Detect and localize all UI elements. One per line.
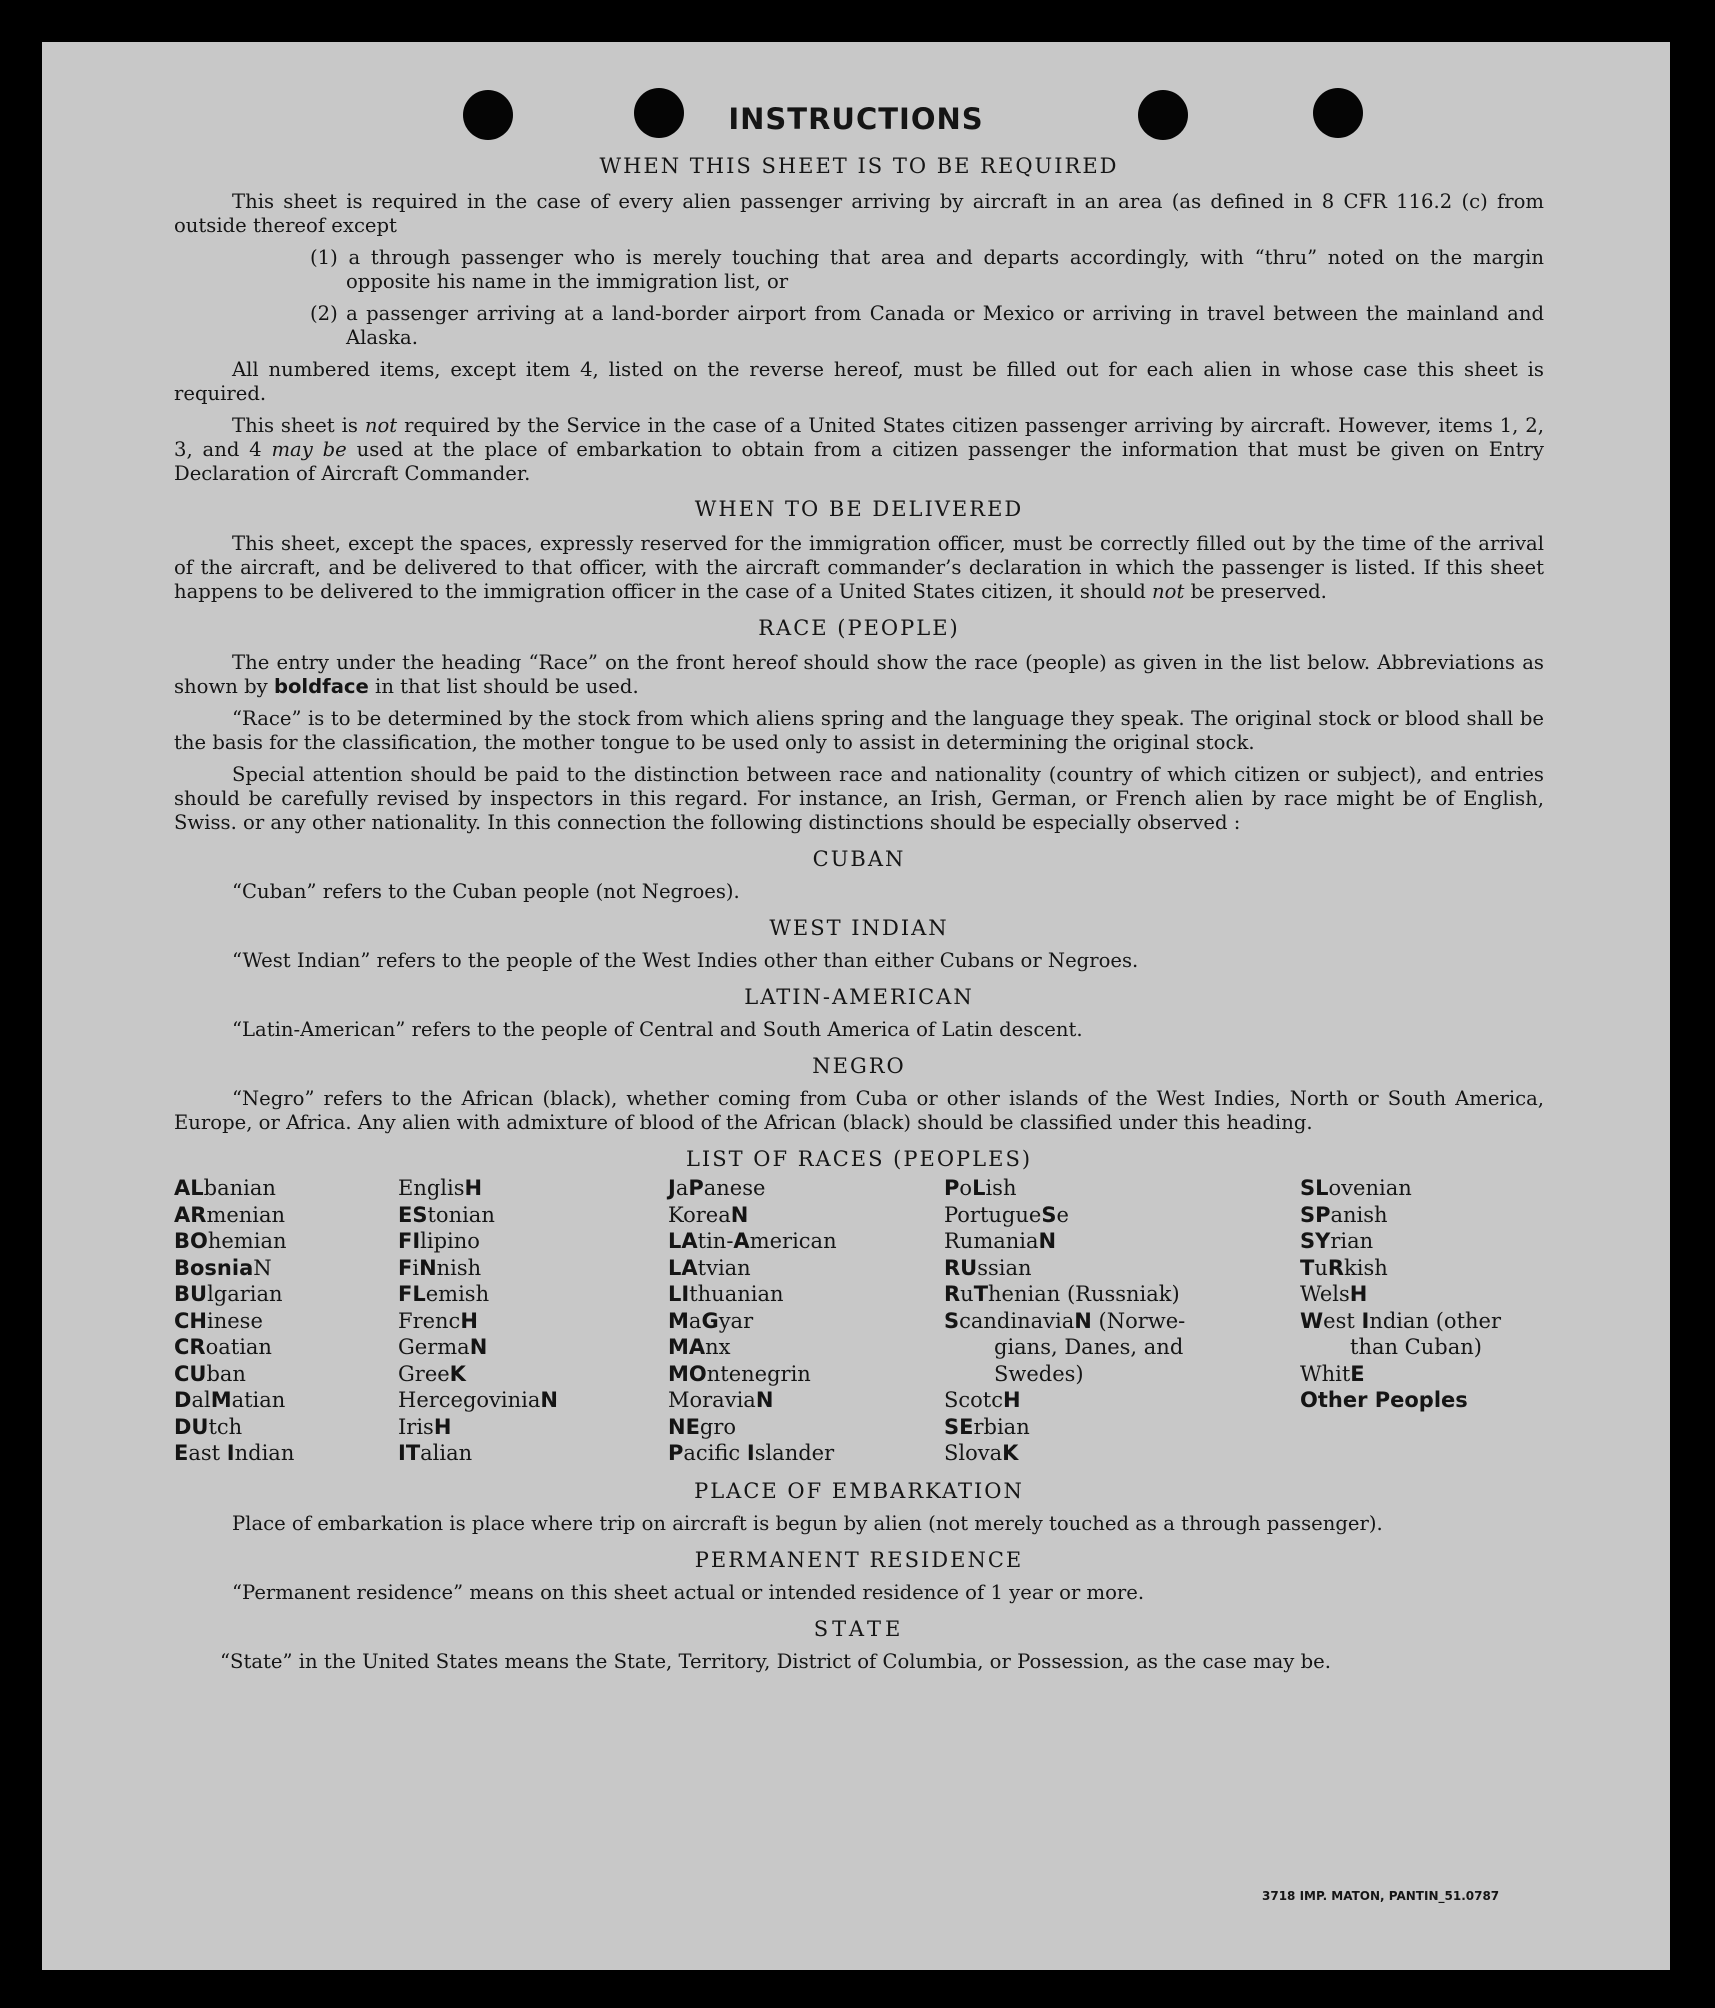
race-text: Frenc (398, 1308, 461, 1333)
race-abbrev: CH (174, 1308, 207, 1333)
race-abbrev: G (701, 1308, 719, 1333)
race-paragraph-1 (174, 651, 1544, 699)
race-entry (1300, 1228, 1544, 1255)
race-abbrev: R (1327, 1255, 1345, 1280)
race-abbrev: FL (398, 1282, 426, 1306)
race-abbrev: LI (668, 1282, 690, 1306)
race-entry (944, 1175, 1300, 1202)
race-entry (668, 1281, 944, 1308)
race-abbrev: LA (668, 1229, 698, 1253)
race-entry (944, 1440, 1300, 1467)
race-abbrev: H (433, 1414, 452, 1439)
race-abbrev: W (1300, 1308, 1324, 1333)
text-segment: required by the Service in the case of a United States citizen passenger arriving by aircraft. However, items 1, 2, 3, and 4 (174, 414, 1544, 461)
races-column-5 (1300, 1175, 1544, 1467)
race-entry (668, 1202, 944, 1229)
race-entry (668, 1228, 944, 1255)
cuban-text: “Cuban” refers to the Cuban people (not Negroes). (232, 880, 740, 903)
race-text: ndian (234, 1441, 295, 1465)
race-text: Portugue (944, 1202, 1042, 1227)
race-abbrev: SP (1300, 1202, 1331, 1227)
negro-text: “Negro” refers to the African (black), whether coming from Cuba or other islands of the West Indies, North or South America, Europe, or Africa. Any alien with admixture of blood of the African (black) should be classified under this heading. (174, 1087, 1544, 1134)
race-abbrev: NE (668, 1414, 700, 1439)
page-title: INSTRUCTIONS (728, 102, 984, 136)
race-text: oatian (205, 1335, 272, 1359)
race-abbrev: D (174, 1388, 192, 1412)
race-text: rian (1330, 1229, 1374, 1253)
race-text: a (688, 1308, 702, 1333)
race-text: than Cuban) (1350, 1335, 1482, 1359)
race-entry (668, 1308, 944, 1335)
race-abbrev: H (460, 1308, 478, 1333)
race-abbrev: R (944, 1282, 961, 1306)
race-entry (398, 1228, 668, 1255)
race-text: (Norwe- (1091, 1308, 1186, 1333)
race-text: al (191, 1388, 211, 1412)
race-text: lipino (420, 1229, 480, 1253)
race-text: Wels (1300, 1282, 1350, 1306)
race-abbrev: P (688, 1176, 704, 1200)
required-item-2: (2) a passenger arriving at a land-border airport from Canada or Mexico or arriving in travel between the mainland and Alaska. (310, 302, 1544, 349)
residence-text: “Permanent residence” means on this sheet actual or intended residence of 1 year or more. (232, 1580, 1145, 1604)
races-column-4 (944, 1175, 1300, 1467)
race-entry (398, 1334, 668, 1361)
required-paragraph-3 (174, 414, 1544, 486)
race-entry (398, 1308, 668, 1335)
race-entry (174, 1361, 398, 1388)
race-entry (944, 1228, 1300, 1255)
race-entry (944, 1387, 1300, 1414)
race-abbrev: ES (398, 1202, 428, 1227)
heading-west-indian: WEST INDIAN (769, 916, 949, 940)
race-abbrev: LA (668, 1255, 698, 1280)
race-text: kish (1344, 1255, 1388, 1280)
race-text: tin- (697, 1229, 734, 1253)
race-entry (174, 1255, 398, 1282)
race-abbrev: N (469, 1335, 488, 1359)
race-abbrev: N (730, 1202, 749, 1227)
race-text: atian (231, 1388, 286, 1412)
race-text: Rumania (944, 1229, 1039, 1253)
race-text: thuanian (689, 1282, 784, 1306)
race-text: yar (718, 1308, 754, 1333)
race-abbrev: N (1074, 1308, 1092, 1333)
race-text: tvian (697, 1255, 751, 1280)
emphasis-may-be: may be (271, 438, 347, 461)
heading-negro: NEGRO (812, 1054, 906, 1078)
race-entry (944, 1308, 1300, 1335)
race-entry (668, 1255, 944, 1282)
race-entry (1300, 1361, 1544, 1388)
race-abbrev: MA (668, 1335, 706, 1359)
race-abbrev: K (449, 1361, 466, 1386)
race-abbrev: AR (174, 1202, 207, 1227)
race-abbrev: S (1041, 1202, 1057, 1227)
race-abbrev: H (1349, 1282, 1368, 1306)
required-paragraph-1: This sheet is required in the case of every alien passenger arriving by aircraft in an area (as defined in 8 CFR 116.2 (c) from outside thereof except (174, 190, 1544, 237)
race-text: hemian (207, 1229, 287, 1253)
race-abbrev: Bosnia (174, 1255, 254, 1280)
race-entry (398, 1255, 668, 1282)
race-text: Swedes) (994, 1361, 1084, 1386)
race-text: tch (208, 1414, 243, 1439)
race-entry (944, 1361, 1300, 1388)
race-abbrev: SL (1300, 1176, 1329, 1200)
race-abbrev: MO (668, 1361, 707, 1386)
race-abbrev: L (972, 1176, 986, 1200)
race-entry (398, 1414, 668, 1441)
latin-american-text: “Latin-American” refers to the people of Central and South America of Latin descent. (232, 1018, 1083, 1041)
races-list (174, 1175, 1544, 1467)
race-text: ovenian (1328, 1176, 1412, 1200)
race-text: gro (699, 1414, 737, 1439)
race-text: gians, Danes, and (994, 1335, 1184, 1359)
race-text: rbian (973, 1414, 1030, 1439)
heading-residence: PERMANENT RESIDENCE (694, 1547, 1024, 1572)
race-text: est (1323, 1308, 1362, 1333)
heading-list-of-races: LIST OF RACES (PEOPLES) (685, 1147, 1033, 1171)
race-text: candinavia (959, 1308, 1075, 1333)
race-text: Scotc (944, 1388, 1003, 1412)
race-text: ish (985, 1176, 1017, 1200)
race-text: nx (705, 1335, 731, 1359)
race-abbrev: RU (944, 1255, 978, 1280)
west-indian-text: “West Indian” refers to the people of the West Indies other than either Cubans or Negroes. (232, 949, 1139, 972)
heading-delivered: WHEN TO BE DELIVERED (694, 497, 1024, 521)
race-entry (174, 1440, 398, 1467)
race-text: ntenegrin (706, 1361, 811, 1386)
race-entry (668, 1334, 944, 1361)
race-entry (174, 1387, 398, 1414)
races-column-2 (398, 1175, 668, 1467)
race-entry (398, 1281, 668, 1308)
text-segment: be preserved. (1184, 580, 1327, 603)
race-text: Iris (398, 1414, 434, 1439)
race-text: merican (749, 1229, 837, 1253)
race-text: a (675, 1176, 689, 1200)
race-abbrev: P (668, 1441, 684, 1465)
text-segment: in that list should be used. (368, 675, 639, 698)
race-entry (174, 1175, 398, 1202)
race-text: i (412, 1255, 420, 1280)
race-entry (1300, 1387, 1544, 1414)
required-paragraph-2: All numbered items, except item 4, listed on the reverse hereof, must be filled out for each alien in whose case this sheet is required. (174, 358, 1544, 405)
race-entry (1300, 1281, 1544, 1308)
race-text: e (1056, 1202, 1069, 1227)
race-abbrev: SE (944, 1414, 974, 1439)
race-entry (398, 1387, 668, 1414)
text-segment: The entry under the heading “Race” on the front hereof should show the race (people) as given in the list below. Abbreviations as shown by (174, 651, 1544, 698)
race-text: ban (206, 1361, 246, 1386)
race-text: alian (420, 1441, 473, 1465)
race-text: banian (203, 1176, 276, 1200)
race-paragraph-2: “Race” is to be determined by the stock from which aliens spring and the language they speak. The original stock or blood shall be the basis for the classification, the mother tongue to be used only to assist in determining the original stock. (174, 707, 1544, 754)
race-entry (398, 1440, 668, 1467)
race-text: Hercegovinia (398, 1388, 541, 1412)
race-entry (944, 1281, 1300, 1308)
race-entry (1300, 1308, 1544, 1335)
race-entry (174, 1308, 398, 1335)
race-entry (944, 1414, 1300, 1441)
race-text: o (959, 1176, 973, 1200)
race-entry (174, 1281, 398, 1308)
race-text: lgarian (207, 1282, 283, 1306)
embarkation-text: Place of embarkation is place where trip on aircraft is begun by alien (not merely touched as a through passenger). (232, 1511, 1383, 1535)
race-entry (668, 1175, 944, 1202)
delivered-paragraph (174, 532, 1544, 604)
races-column-3 (668, 1175, 944, 1467)
race-entry (174, 1334, 398, 1361)
race-abbrev: H (464, 1176, 483, 1200)
race-entry (944, 1255, 1300, 1282)
race-paragraph-3: Special attention should be paid to the distinction between race and nationality (country of which citizen or subject), and entries should be carefully revised by inspectors in this regard. For instance, an Irish, German, or French alien by race might be of English, Swiss. or any other nationality. In this connection the following distinctions should be especially observed : (174, 763, 1544, 834)
race-entry (668, 1387, 944, 1414)
heading-cuban: CUBAN (812, 847, 906, 871)
race-abbrev: AL (174, 1176, 204, 1200)
race-abbrev: P (944, 1176, 960, 1200)
race-text: tonian (427, 1202, 495, 1227)
race-entry (1300, 1255, 1544, 1282)
race-entry (668, 1361, 944, 1388)
race-text: slander (754, 1441, 835, 1465)
race-entry (668, 1414, 944, 1441)
document-sheet (42, 42, 1670, 1970)
race-abbrev: J (668, 1176, 676, 1200)
race-abbrev: Other Peoples (1300, 1388, 1468, 1412)
race-entry (398, 1361, 668, 1388)
race-entry (668, 1440, 944, 1467)
race-entry (1300, 1202, 1544, 1229)
required-item-1: (1) a through passenger who is merely touching that area and departs accordingly, with “thru” noted on the margin opposite his name in the immigration list, or (310, 246, 1544, 293)
race-abbrev: N (419, 1255, 437, 1280)
race-abbrev: H (1003, 1388, 1021, 1412)
emphasis-not: not (364, 414, 398, 437)
races-column-1 (174, 1175, 398, 1467)
race-text: Slova (944, 1441, 1003, 1465)
race-text: Englis (398, 1176, 465, 1200)
heading-embarkation: PLACE OF EMBARKATION (694, 1478, 1024, 1503)
printer-imprint: 3718 IMP. MATON, PANTIN_51.0787 (1262, 1889, 1500, 1903)
race-abbrev: A (733, 1229, 750, 1253)
race-abbrev: M (210, 1388, 232, 1412)
race-entry (398, 1202, 668, 1229)
race-abbrev: DU (174, 1414, 209, 1439)
text-segment: This sheet, except the spaces, expressly reserved for the immigration officer, must be correctly filled out by the time of the arrival of the aircraft, and be delivered to that officer, with the aircraft commander’s declaration in which the passenger is listed. If this sheet happens to be delivered to the immigration officer in the case of a United States citizen, it should (174, 532, 1544, 603)
text-segment: This sheet is (232, 414, 365, 437)
race-text: ssian (977, 1255, 1032, 1280)
race-abbrev: N (755, 1388, 774, 1412)
race-text: Gree (398, 1361, 450, 1386)
emphasis-boldface: boldface (273, 675, 369, 698)
race-entry (174, 1228, 398, 1255)
race-abbrev: E (1350, 1361, 1365, 1386)
race-text: inese (207, 1308, 263, 1333)
race-abbrev: CU (174, 1361, 207, 1386)
race-text: ast (188, 1441, 227, 1465)
race-abbrev: CR (174, 1335, 206, 1359)
race-abbrev: I (1361, 1308, 1370, 1333)
race-text: Korea (668, 1202, 731, 1227)
race-abbrev: F (398, 1255, 413, 1280)
race-text: nish (436, 1255, 482, 1280)
race-abbrev: FI (398, 1229, 421, 1253)
race-text: menian (206, 1202, 286, 1227)
heading-state: STATE (813, 1616, 905, 1641)
race-text: ndian (other (1369, 1308, 1501, 1333)
race-entry (398, 1175, 668, 1202)
race-text: Moravia (668, 1388, 756, 1412)
race-text: acific (683, 1441, 747, 1465)
race-entry (174, 1414, 398, 1441)
race-abbrev: M (668, 1308, 689, 1333)
race-abbrev: IT (398, 1441, 421, 1465)
instructions-body (174, 154, 1544, 1674)
heading-race: RACE (PEOPLE) (758, 616, 960, 640)
race-entry (1300, 1334, 1544, 1361)
race-abbrev: K (1002, 1441, 1019, 1465)
race-text: henian (Russniak) (988, 1282, 1180, 1306)
race-entry (174, 1202, 398, 1229)
race-abbrev: I (746, 1441, 755, 1465)
race-abbrev: N (1038, 1229, 1057, 1253)
race-text: u (1314, 1255, 1328, 1280)
race-abbrev: I (226, 1441, 235, 1465)
state-text: “State” in the United States means the State, Territory, District of Columbia, or Possession, as the case may be. (220, 1649, 1331, 1673)
heading-required: WHEN THIS SHEET IS TO BE REQUIRED (599, 154, 1119, 178)
race-abbrev: BU (174, 1282, 208, 1306)
emphasis-not: not (1152, 580, 1185, 603)
heading-latin-american: LATIN-AMERICAN (744, 985, 974, 1009)
race-text: Germa (398, 1335, 470, 1359)
race-abbrev: T (973, 1282, 989, 1306)
race-abbrev: S (944, 1308, 960, 1333)
race-abbrev: SY (1300, 1229, 1331, 1253)
race-abbrev: T (1300, 1255, 1315, 1280)
text-segment: used at the place of embarkation to obtain from a citizen passenger the information that must be given on Entry Declaration of Aircraft Commander. (174, 438, 1544, 485)
race-entry (944, 1334, 1300, 1361)
race-text: u (960, 1282, 974, 1306)
race-text: anese (703, 1176, 766, 1200)
race-entry (1300, 1175, 1544, 1202)
race-abbrev: E (174, 1441, 189, 1465)
race-text: emish (425, 1282, 490, 1306)
race-abbrev: N (540, 1388, 558, 1412)
race-entry (944, 1202, 1300, 1229)
race-text: Whit (1300, 1361, 1351, 1386)
race-text: N (253, 1255, 272, 1280)
race-text: anish (1330, 1202, 1388, 1227)
race-abbrev: BO (174, 1229, 208, 1253)
